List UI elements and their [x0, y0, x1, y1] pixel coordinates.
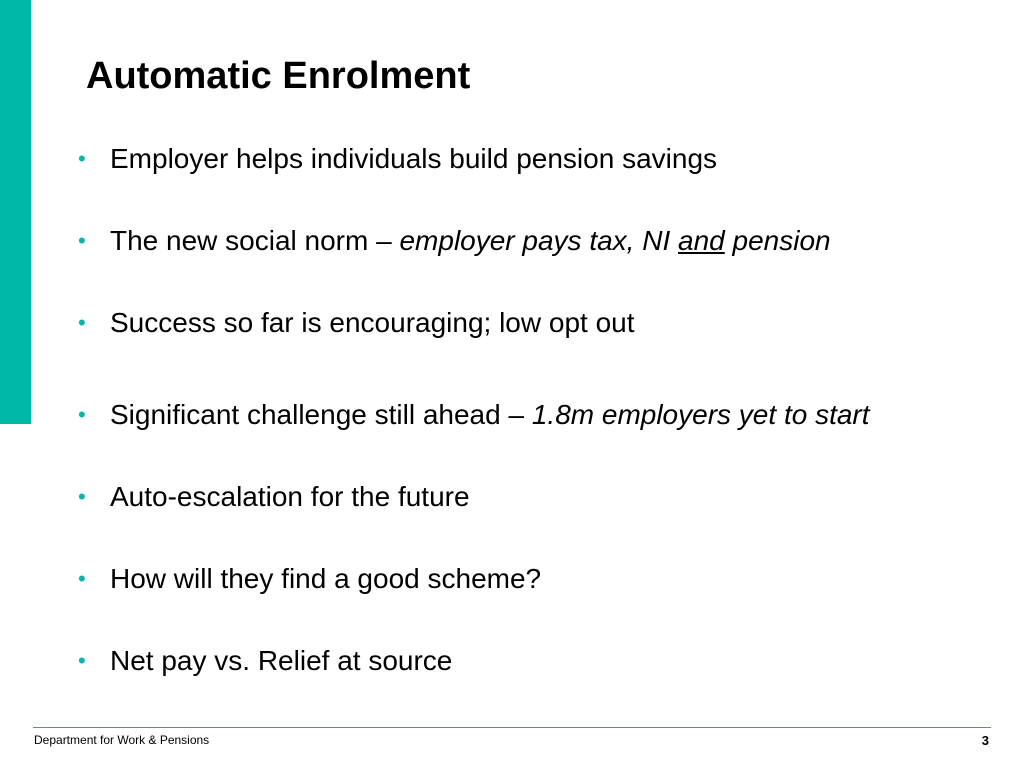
- bullet-item-social-norm: [78, 221, 831, 261]
- bullet-text-emphasis: 1.8m employers yet to start: [531, 399, 870, 430]
- slide-title: Automatic Enrolment: [86, 55, 471, 97]
- bullet-text-emphasis: employer pays tax, NI: [399, 225, 679, 256]
- bullet-dot-icon: •: [78, 228, 86, 253]
- bullet-dot-icon: •: [78, 146, 86, 171]
- bullet-item-net-pay: [78, 641, 452, 681]
- bullet-text: Auto-escalation for the future: [110, 481, 470, 512]
- bullet-item-employer-helps: [78, 139, 717, 179]
- bullet-text: Net pay vs. Relief at source: [110, 645, 453, 676]
- bullet-text: [110, 399, 870, 431]
- bullet-text: Success so far is encouraging; low opt out: [110, 307, 635, 338]
- bullet-text-plain: The new social norm –: [110, 225, 400, 256]
- footer-divider: [33, 727, 991, 728]
- bullet-item-auto-escalation: [78, 477, 470, 517]
- bullet-dot-icon: •: [78, 648, 86, 673]
- bullet-dot-icon: •: [78, 484, 86, 509]
- bullet-dot-icon: •: [78, 566, 86, 591]
- bullet-dot-icon: •: [78, 310, 86, 335]
- bullet-dot-icon: •: [78, 402, 86, 427]
- bullet-text: Employer helps individuals build pension savings: [110, 143, 718, 174]
- bullet-item-good-scheme: [78, 559, 541, 599]
- bullet-item-success: [78, 303, 635, 343]
- bullet-item-challenge: [78, 395, 870, 435]
- footer-department: Department for Work & Pensions: [34, 733, 210, 747]
- bullet-text: How will they find a good scheme?: [110, 563, 542, 594]
- bullet-text: [110, 225, 831, 257]
- bullet-text-plain: Significant challenge still ahead –: [110, 399, 532, 430]
- bullet-text-emphasis: pension: [724, 225, 831, 256]
- page-number: 3: [981, 733, 989, 748]
- bullet-text-underlined-emphasis: and: [678, 225, 725, 256]
